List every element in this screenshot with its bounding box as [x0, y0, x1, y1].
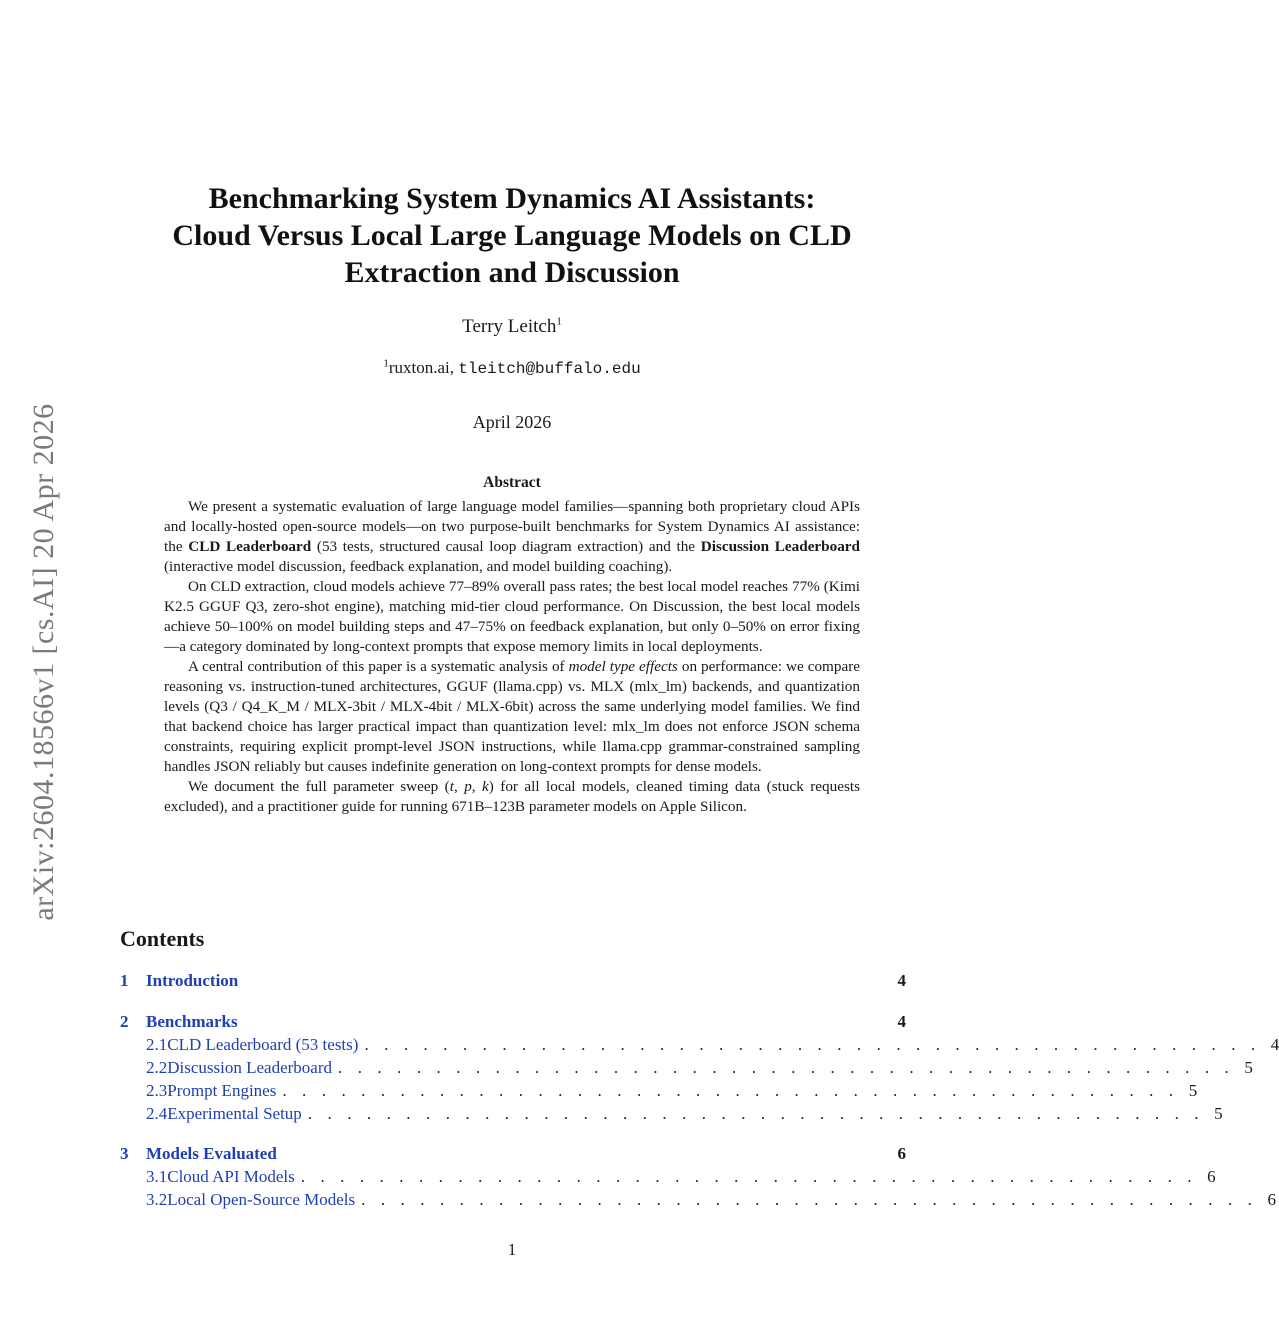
- toc-number: 2: [120, 1012, 129, 1031]
- abstract-p3-text-a: A central contribution of this paper is a systematic analysis of: [188, 658, 569, 675]
- toc-entry-discussion-leaderboard[interactable]: [120, 1058, 1253, 1080]
- toc-entry-cld-leaderboard[interactable]: [120, 1035, 1279, 1057]
- abstract-p3-text-b: on performance: we compare reasoning vs. instruction-tuned architectures, GGUF (llama.cpp) vs. MLX (mlx_lm) backends, and quantization levels (Q3 / Q4_K_M / MLX-3bit / MLX-4bit / MLX-6bit) across the same underlying model families. We find that backend choice has larger practical impact than quantization level: mlx_lm does not enforce JSON schema constraints, requiring explicit prompt-level JSON instructions, while llama.cpp grammar-constrained sampling handles JSON reliably but causes indefinite generation on long-context prompts for dense models.: [164, 658, 860, 775]
- toc-title[interactable]: Cloud API Models: [167, 1167, 295, 1186]
- toc-page-number: 4: [897, 1012, 906, 1031]
- toc-title[interactable]: CLD Leaderboard (53 tests): [167, 1035, 359, 1054]
- abstract-p1-text-d: (interactive model discussion, feedback explanation, and model building coaching).: [164, 558, 673, 575]
- abstract-cld-leaderboard-term: CLD Leaderboard: [188, 538, 312, 555]
- toc-title[interactable]: Benchmarks: [146, 1012, 238, 1031]
- abstract-model-type-effects-term: model type effects: [568, 658, 678, 675]
- abstract-paragraph-1: [164, 497, 860, 577]
- abstract-heading: Abstract: [483, 474, 541, 491]
- title-line-1: Benchmarking System Dynamics AI Assistants:: [208, 182, 816, 215]
- page-number: 1: [507, 1240, 517, 1259]
- toc-page-number: 5: [1214, 1104, 1223, 1123]
- toc-leader-dots: . . . . . . . . . . . . . . . . . . . . . . . . . . . . . . . . . . . . . . . . . . . . . .: [361, 1190, 1258, 1209]
- abstract-body: [164, 497, 860, 817]
- toc-leader-dots: . . . . . . . . . . . . . . . . . . . . . . . . . . . . . . . . . . . . . . . . . . . . . .: [364, 1035, 1261, 1054]
- toc-page-number: 4: [1270, 1035, 1279, 1054]
- toc-page-number: 5: [1244, 1058, 1253, 1077]
- toc-page-number: 6: [897, 1144, 906, 1163]
- toc-entry-benchmarks[interactable]: [120, 1012, 906, 1034]
- toc-number: 2.1: [146, 1035, 168, 1054]
- toc-title[interactable]: Experimental Setup: [167, 1104, 302, 1123]
- affiliation-line: [0, 358, 1024, 378]
- toc-leader-dots: . . . . . . . . . . . . . . . . . . . . . . . . . . . . . . . . . . . . . . . . . . . . . .: [338, 1058, 1235, 1077]
- abstract-discussion-leaderboard-term: Discussion Leaderboard: [700, 538, 860, 555]
- param-k: k: [482, 778, 489, 795]
- toc-page-number: 6: [1207, 1167, 1216, 1186]
- abstract-p4-text-a: We document the full parameter sweep (: [188, 778, 450, 795]
- toc-number: 2.4: [146, 1104, 168, 1123]
- abstract-p1-text-a: We present a systematic evaluation of large language model families—spanning both proprietary cloud APIs and locally-hosted open-source models—on two purpose-built benchmarks for System Dynamics AI assistance: the: [164, 498, 860, 555]
- param-p: p: [464, 778, 472, 795]
- affil-org: ruxton.ai,: [388, 358, 454, 377]
- arxiv-identifier-stamp: arXiv:2604.18566v1 [cs.AI] 20 Apr 2026: [27, 403, 60, 921]
- affil-marker: 1: [383, 357, 389, 370]
- toc-leader-dots: . . . . . . . . . . . . . . . . . . . . . . . . . . . . . . . . . . . . . . . . . . . . . .: [300, 1167, 1198, 1186]
- author-line: [0, 316, 1024, 338]
- toc-leader-dots: . . . . . . . . . . . . . . . . . . . . . . . . . . . . . . . . . . . . . . . . . . . . . .: [282, 1081, 1179, 1100]
- abstract-paragraph-2: On CLD extraction, cloud models achieve 77–89% overall pass rates; the best local model reaches 77% (Kimi K2.5 GGUF Q3, zero-shot engine), matching mid-tier cloud performance. On Discussion, the best local models achieve 50–100% on model building steps and 47–75% on feedback explanation, but only 0–50% on error fixing—a category dominated by long-context prompts that expose memory limits in local deployments.: [164, 578, 860, 655]
- toc-entry-models-evaluated[interactable]: [120, 1144, 906, 1166]
- abstract-paragraph-4: [164, 777, 860, 817]
- author-name: Terry Leitch: [462, 316, 557, 337]
- toc-number: 3: [120, 1144, 129, 1163]
- param-sep-2: ,: [471, 778, 483, 795]
- toc-entry-experimental-setup[interactable]: [120, 1104, 1223, 1126]
- toc-title[interactable]: Models Evaluated: [146, 1144, 277, 1163]
- toc-title[interactable]: Local Open-Source Models: [167, 1190, 356, 1209]
- param-t: t: [449, 778, 454, 795]
- paper-title: [120, 180, 904, 291]
- toc-number: 2.3: [146, 1081, 168, 1100]
- toc-number: 3.1: [146, 1167, 168, 1186]
- toc-title[interactable]: Prompt Engines: [167, 1081, 277, 1100]
- toc-leader-dots: . . . . . . . . . . . . . . . . . . . . . . . . . . . . . . . . . . . . . . . . . . . . . .: [307, 1104, 1205, 1123]
- author-affil-marker: 1: [556, 315, 562, 328]
- toc-page-number: 4: [897, 971, 906, 990]
- title-line-3: Extraction and Discussion: [344, 256, 680, 289]
- author-email[interactable]: tleitch@buffalo.edu: [458, 360, 641, 378]
- toc-entry-local-open-source-models[interactable]: [120, 1190, 1276, 1212]
- abstract-paragraph-3: [164, 657, 860, 777]
- toc-title[interactable]: Introduction: [146, 971, 239, 990]
- publication-date: April 2026: [472, 412, 552, 432]
- toc-entry-cloud-api-models[interactable]: [120, 1167, 1216, 1189]
- abstract-p1-text-c: (53 tests, structured causal loop diagram extraction) and the: [311, 538, 701, 555]
- toc-number: 2.2: [146, 1058, 168, 1077]
- contents-heading: Contents: [120, 926, 205, 951]
- abstract-p4-text-b: ) for all local models, cleaned timing data (stuck requests excluded), and a practitioner guide for running 671B–123B parameter models on Apple Silicon.: [164, 778, 861, 815]
- toc-title[interactable]: Discussion Leaderboard: [167, 1058, 333, 1077]
- toc-number: 1: [120, 971, 129, 990]
- toc-page-number: 5: [1188, 1081, 1198, 1100]
- param-sep-1: ,: [453, 778, 465, 795]
- toc-number: 3.2: [146, 1190, 168, 1209]
- toc-entry-introduction[interactable]: [120, 971, 906, 993]
- toc-entry-prompt-engines[interactable]: [120, 1081, 1198, 1103]
- toc-page-number: 6: [1267, 1190, 1276, 1209]
- title-line-2: Cloud Versus Local Large Language Models on CLD: [172, 219, 852, 252]
